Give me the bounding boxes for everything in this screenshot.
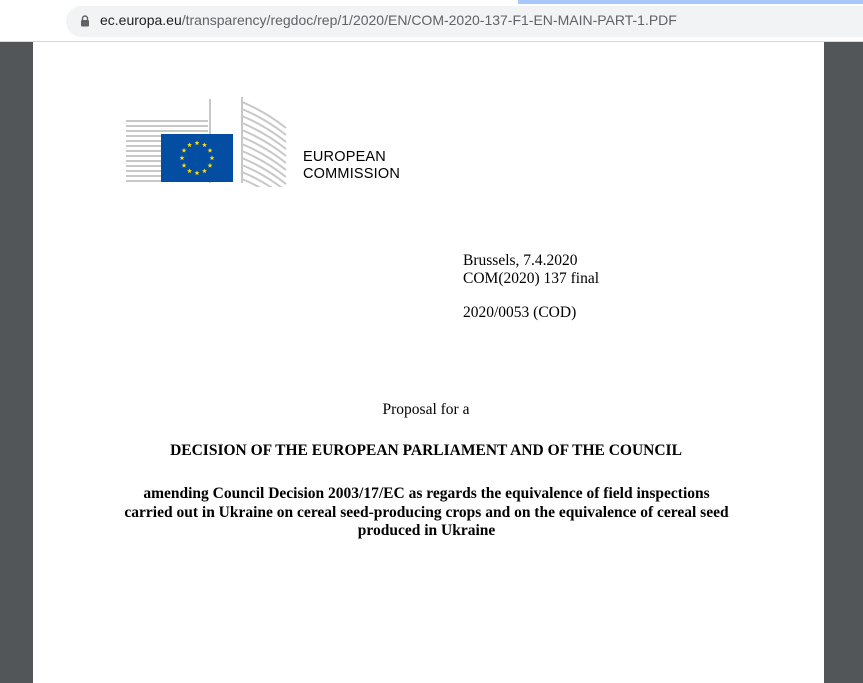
proposal-label: Proposal for a [382,401,470,418]
url-host: ec.europa.eu [100,12,182,28]
document-title: DECISION OF THE EUROPEAN PARLIAMENT AND OF THE COUNCIL [170,442,682,459]
lock-icon[interactable] [80,15,90,27]
url-text[interactable] [100,12,677,28]
logo-text-line2: COMMISSION [303,166,401,182]
logo-curve [242,102,286,128]
procedure-reference: 2020/0053 (COD) [463,304,577,321]
logo-text-line1: EUROPEAN [303,149,386,165]
browser-address-bar [0,0,863,42]
place-date: Brussels, 7.4.2020 [463,252,578,269]
document-reference: COM(2020) 137 final [463,270,600,287]
tab-strip-accent [518,0,863,4]
url-path: /transparency/regdoc/rep/1/2020/EN/COM-2020-137-F1-EN-MAIN-PART-1.PDF [181,12,677,28]
document-subtitle: amending Council Decision 2003/17/EC as regards the equivalence of field inspections carried out in Ukraine on cereal seed-producing crops and on the equivalence of cereal seed produced in Ukraine [124,485,729,539]
pdf-page [33,42,824,683]
logo-text [303,149,400,183]
